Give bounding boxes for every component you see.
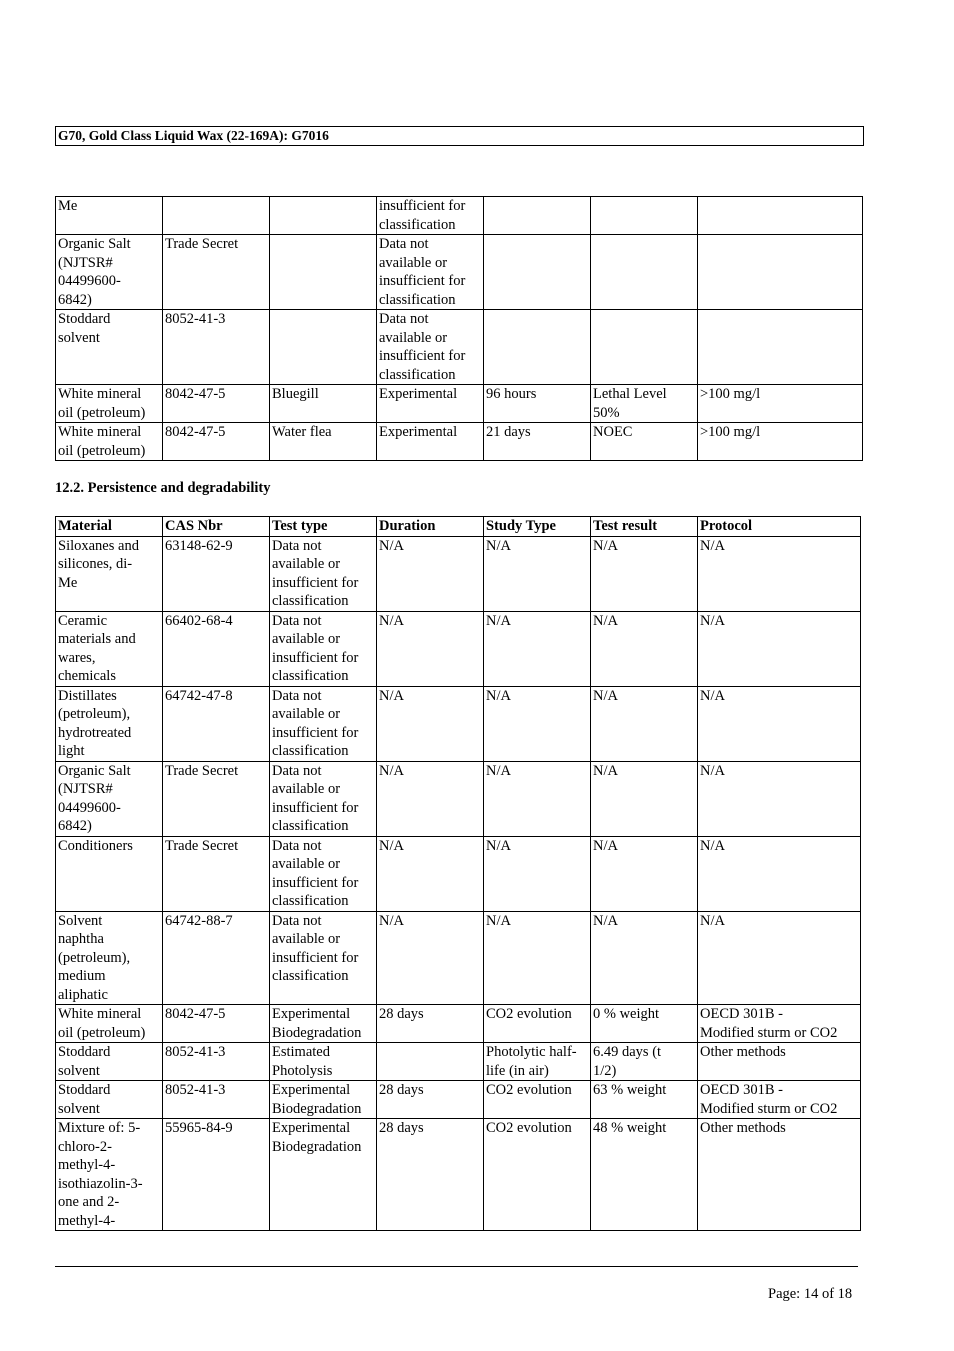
table-cell: N/A — [591, 911, 698, 1005]
persistence-table — [55, 516, 861, 1231]
table-cell — [377, 1043, 484, 1081]
table-cell: 21 days — [484, 423, 591, 461]
table-cell: 8042-47-5 — [163, 385, 270, 423]
table-cell: CO2 evolution — [484, 1119, 591, 1231]
table-cell: CO2 evolution — [484, 1005, 591, 1043]
table-cell — [484, 310, 591, 385]
page-number: Page: 14 of 18 — [768, 1286, 853, 1302]
table-cell: insufficient for classification — [377, 197, 484, 235]
table-cell — [591, 197, 698, 235]
table-row — [56, 611, 861, 686]
column-header: Material — [56, 517, 163, 537]
table-cell — [698, 197, 863, 235]
table-cell: N/A — [377, 686, 484, 761]
table-cell — [484, 197, 591, 235]
table-cell: NOEC — [591, 423, 698, 461]
table-cell: 8052-41-3 — [163, 1081, 270, 1119]
table-cell — [270, 310, 377, 385]
toxicity-table — [55, 196, 863, 461]
table-cell: N/A — [698, 686, 861, 761]
table-cell: Trade Secret — [163, 235, 270, 310]
table-cell: 28 days — [377, 1005, 484, 1043]
table-cell: Experimental Biodegradation — [270, 1119, 377, 1231]
column-header: Test type — [270, 517, 377, 537]
table-cell: Organic Salt (NJTSR# 04499600- 6842) — [56, 235, 163, 310]
table-cell: 8042-47-5 — [163, 423, 270, 461]
table-cell: N/A — [591, 836, 698, 911]
table-cell: Siloxanes and silicones, di- Me — [56, 536, 163, 611]
table-row — [56, 1081, 861, 1119]
column-header: Study Type — [484, 517, 591, 537]
table-cell: N/A — [698, 761, 861, 836]
table-cell: Stoddard solvent — [56, 1081, 163, 1119]
table-cell: 28 days — [377, 1081, 484, 1119]
table-cell: N/A — [484, 761, 591, 836]
table-cell: 64742-47-8 — [163, 686, 270, 761]
table-cell: Mixture of: 5- chloro-2- methyl-4- isothiazolin-3- one and 2- methyl-4- — [56, 1119, 163, 1231]
table-row — [56, 1043, 861, 1081]
table-cell: Me — [56, 197, 163, 235]
table-cell: 28 days — [377, 1119, 484, 1231]
table-cell: N/A — [377, 836, 484, 911]
table-cell: 0 % weight — [591, 1005, 698, 1043]
section-title-persistence: 12.2. Persistence and degradability — [55, 480, 271, 496]
table-row — [56, 385, 863, 423]
table-row — [56, 761, 861, 836]
column-header: Protocol — [698, 517, 861, 537]
table-cell: N/A — [377, 611, 484, 686]
table-row — [56, 836, 861, 911]
table-row — [56, 911, 861, 1005]
table-cell: Data not available or insufficient for classification — [270, 911, 377, 1005]
table-cell — [484, 235, 591, 310]
table-cell: Stoddard solvent — [56, 1043, 163, 1081]
table-row — [56, 197, 863, 235]
table-cell: N/A — [377, 911, 484, 1005]
table-cell: N/A — [591, 536, 698, 611]
table-cell: CO2 evolution — [484, 1081, 591, 1119]
table-cell: Data not available or insufficient for classification — [377, 310, 484, 385]
table-cell: Bluegill — [270, 385, 377, 423]
table-row — [56, 1005, 861, 1043]
table-cell: Stoddard solvent — [56, 310, 163, 385]
column-header: Test result — [591, 517, 698, 537]
table-cell: N/A — [484, 686, 591, 761]
column-header: CAS Nbr — [163, 517, 270, 537]
table-cell: OECD 301B - Modified sturm or CO2 — [698, 1081, 861, 1119]
table-cell: Conditioners — [56, 836, 163, 911]
table-cell — [591, 235, 698, 310]
table-row — [56, 235, 863, 310]
table-cell — [270, 197, 377, 235]
table-row — [56, 686, 861, 761]
table-cell: Ceramic materials and wares, chemicals — [56, 611, 163, 686]
table-cell: Experimental — [377, 423, 484, 461]
table-cell: 96 hours — [484, 385, 591, 423]
table-cell: Solvent naphtha (petroleum), medium aliphatic — [56, 911, 163, 1005]
table-cell: Data not available or insufficient for classification — [270, 836, 377, 911]
table-cell: N/A — [591, 686, 698, 761]
table-cell: Experimental Biodegradation — [270, 1081, 377, 1119]
table-header-row — [56, 517, 861, 537]
table-row — [56, 423, 863, 461]
table-cell: N/A — [591, 611, 698, 686]
table-cell — [163, 197, 270, 235]
table-cell: 8052-41-3 — [163, 1043, 270, 1081]
table-cell: N/A — [698, 911, 861, 1005]
table-cell: White mineral oil (petroleum) — [56, 385, 163, 423]
table-row — [56, 536, 861, 611]
table-cell: N/A — [698, 536, 861, 611]
table-cell: N/A — [377, 536, 484, 611]
table-cell: Trade Secret — [163, 761, 270, 836]
table-cell — [698, 235, 863, 310]
table-cell: White mineral oil (petroleum) — [56, 1005, 163, 1043]
table-cell: Other methods — [698, 1119, 861, 1231]
table-cell — [698, 310, 863, 385]
table-cell: White mineral oil (petroleum) — [56, 423, 163, 461]
table-cell: Experimental — [377, 385, 484, 423]
table-cell: Experimental Biodegradation — [270, 1005, 377, 1043]
table-cell: 63148-62-9 — [163, 536, 270, 611]
table-cell: 63 % weight — [591, 1081, 698, 1119]
table-cell: Data not available or insufficient for classification — [270, 761, 377, 836]
table-cell: N/A — [591, 761, 698, 836]
table-cell: Photolytic half- life (in air) — [484, 1043, 591, 1081]
table-row — [56, 1119, 861, 1231]
table-cell: Data not available or insufficient for classification — [377, 235, 484, 310]
table-row — [56, 310, 863, 385]
table-cell: N/A — [484, 536, 591, 611]
table-cell: 64742-88-7 — [163, 911, 270, 1005]
table-cell: OECD 301B - Modified sturm or CO2 — [698, 1005, 861, 1043]
table-cell: 66402-68-4 — [163, 611, 270, 686]
table-cell: 8052-41-3 — [163, 310, 270, 385]
table-cell: N/A — [484, 836, 591, 911]
table-cell: Trade Secret — [163, 836, 270, 911]
table-cell: N/A — [377, 761, 484, 836]
table-cell — [270, 235, 377, 310]
table-cell: 55965-84-9 — [163, 1119, 270, 1231]
table-cell: >100 mg/l — [698, 423, 863, 461]
column-header: Duration — [377, 517, 484, 537]
table-cell: 6.49 days (t 1/2) — [591, 1043, 698, 1081]
table-cell: Estimated Photolysis — [270, 1043, 377, 1081]
table-cell: Data not available or insufficient for classification — [270, 611, 377, 686]
table-cell: Organic Salt (NJTSR# 04499600- 6842) — [56, 761, 163, 836]
table-cell: Water flea — [270, 423, 377, 461]
table-cell: N/A — [698, 611, 861, 686]
table-cell: Distillates (petroleum), hydrotreated light — [56, 686, 163, 761]
table-cell: 8042-47-5 — [163, 1005, 270, 1043]
table-cell: N/A — [484, 611, 591, 686]
table-cell: Data not available or insufficient for classification — [270, 686, 377, 761]
table-cell: Lethal Level 50% — [591, 385, 698, 423]
table-cell: N/A — [484, 911, 591, 1005]
table-cell: N/A — [698, 836, 861, 911]
table-cell — [591, 310, 698, 385]
table-cell: >100 mg/l — [698, 385, 863, 423]
table-cell: Data not available or insufficient for classification — [270, 536, 377, 611]
document-header-title: G70, Gold Class Liquid Wax (22-169A): G7016 — [55, 126, 864, 146]
footer-divider — [55, 1266, 858, 1267]
table-cell: Other methods — [698, 1043, 861, 1081]
table-cell: 48 % weight — [591, 1119, 698, 1231]
